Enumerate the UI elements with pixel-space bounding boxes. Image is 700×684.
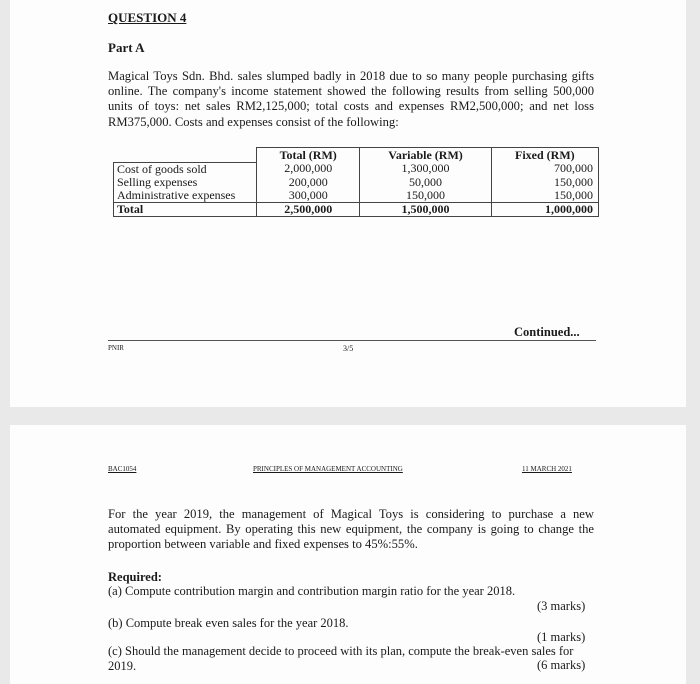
question-title: QUESTION 4 [108, 10, 187, 25]
table-header-row [114, 148, 599, 163]
question-a-marks: (3 marks) [537, 599, 586, 613]
document-page-4 [10, 425, 686, 684]
header-date: 11 MARCH 2021 [522, 465, 572, 473]
required-heading: Required: [108, 570, 162, 584]
table-header-blank [114, 148, 257, 163]
question-c-marks: (6 marks) [537, 658, 586, 672]
table-cell: 2,000,000 [257, 162, 360, 176]
part-heading: Part A [108, 40, 145, 55]
table-cell: 200,000 [257, 176, 360, 189]
table-header-total: Total (RM) [257, 148, 360, 163]
table-header-variable: Variable (RM) [360, 148, 491, 163]
intro-paragraph: Magical Toys Sdn. Bhd. sales slumped badly in 2018 due to so many people purchasing gifts online. The company's income statement showed the following results from selling 500,000 units of toys: net sales RM2,125,000; total costs and expenses RM2,500,000; and net loss RM375,000. Costs and expenses consist of the following: [108, 69, 594, 129]
footer-divider [108, 340, 596, 341]
table-cell: 150,000 [491, 189, 598, 203]
table-cell: 1,300,000 [360, 162, 491, 176]
table-cell: 150,000 [491, 176, 598, 189]
table-cell: 700,000 [491, 162, 598, 176]
header-course-code: BAC1054 [108, 465, 137, 473]
footer-initials: PNIR [108, 344, 124, 352]
header-course-name: PRINCIPLES OF MANAGEMENT ACCOUNTING [253, 465, 403, 473]
scenario-paragraph: For the year 2019, the management of Magical Toys is considering to purchase a new automated equipment. By operating this new equipment, the company is going to change the proportion between variable and fixed expenses to 45%:55%. [108, 507, 594, 552]
cost-breakdown-table [113, 147, 599, 217]
table-cell: 300,000 [257, 189, 360, 203]
row-label: Selling expenses [114, 176, 257, 189]
table-cell: 150,000 [360, 189, 491, 203]
table-cell-total: 2,500,000 [257, 202, 360, 216]
row-label-total: Total [114, 202, 257, 216]
table-row [114, 189, 599, 203]
table-cell-total: 1,500,000 [360, 202, 491, 216]
row-label: Cost of goods sold [114, 162, 257, 176]
document-page-3 [10, 0, 686, 407]
continued-label: Continued... [514, 325, 580, 339]
row-label: Administrative expenses [114, 189, 257, 203]
question-c: (c) Should the management decide to proceed with its plan, compute the break-even sales for 2019. [108, 644, 574, 673]
table-header-fixed: Fixed (RM) [491, 148, 598, 163]
table-cell-total: 1,000,000 [491, 202, 598, 216]
table-row [114, 176, 599, 189]
table-total-row [114, 202, 599, 216]
table-row [114, 162, 599, 176]
page-number: 3/5 [343, 344, 354, 353]
question-b-marks: (1 marks) [537, 630, 586, 644]
question-a: (a) Compute contribution margin and contribution margin ratio for the year 2018. [108, 584, 516, 598]
question-b: (b) Compute break even sales for the year 2018. [108, 616, 349, 630]
table-cell: 50,000 [360, 176, 491, 189]
